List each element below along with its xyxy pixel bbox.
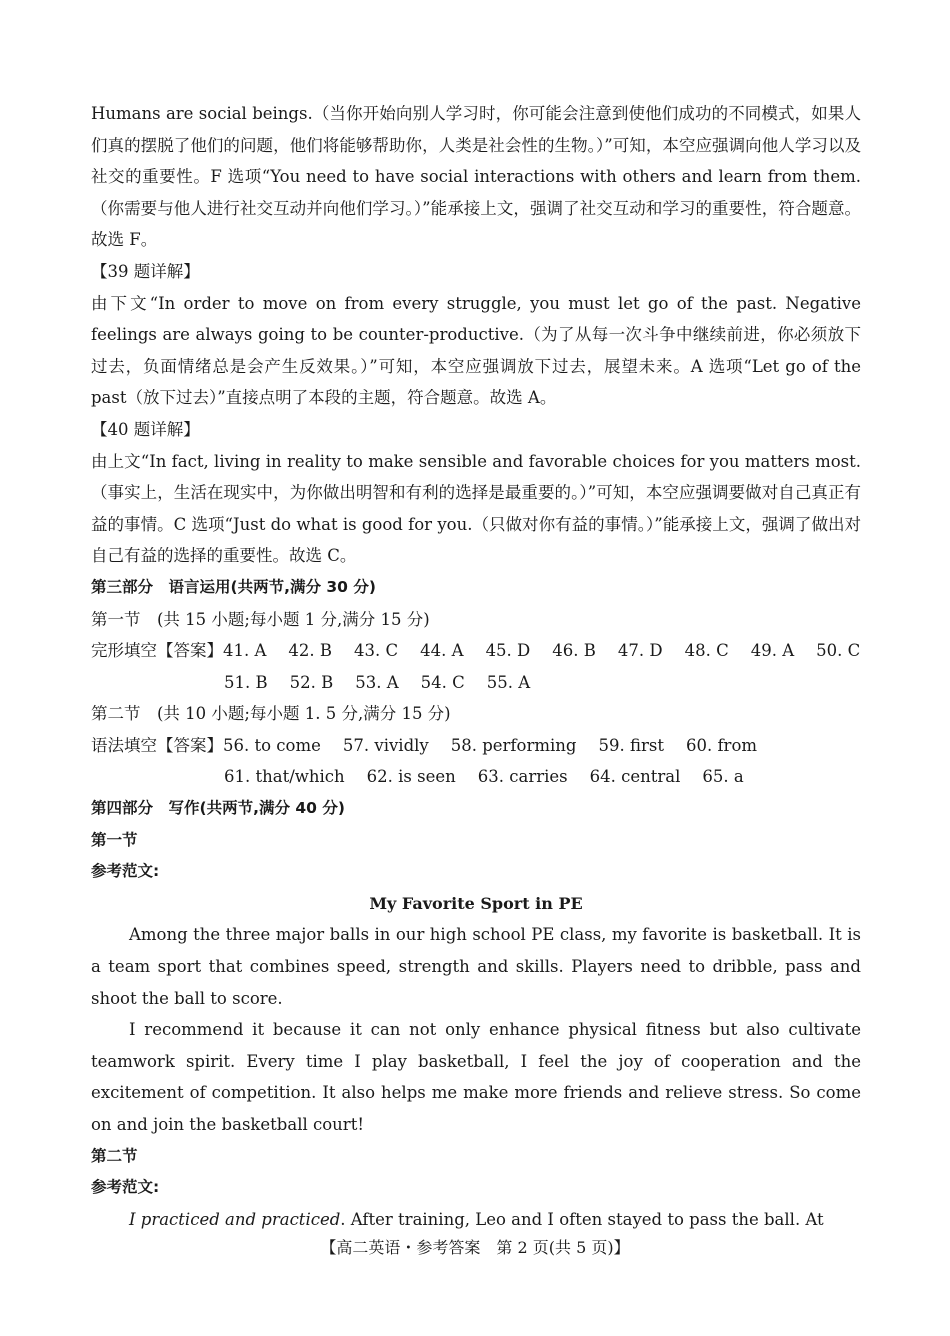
grammar-answer: 64. central xyxy=(589,767,681,787)
essay-title: My Favorite Sport in PE xyxy=(369,893,583,913)
grammar-answer: 65. a xyxy=(702,767,744,787)
grammar-answer: 56. to come xyxy=(223,735,321,755)
essay2-italic-phrase: I practiced and practiced xyxy=(129,1209,341,1229)
cloze-answer: 53. A xyxy=(355,672,399,692)
grammar-answer: 60. from xyxy=(685,735,758,755)
essay-paragraph-1: Among the three major balls in our high school PE class, my favorite is basketball. It is a team sport that combines speed, strength and skills. Players need to dribble, pass and shoot the ball to score. xyxy=(91,925,861,1008)
sample-essay-label-2: 参考范文: xyxy=(91,1178,160,1197)
grammar-answer: 63. carries xyxy=(477,767,568,787)
q38-explanation-tail: Humans are social beings.（当你开始向别人学习时，你可能会注意到使他们成功的不同模式，如果人们真的摆脱了他们的问题，他们将能够帮助你，人类是社会性的生物。）”可知，本空应强调向他人学习以及社交的重要性。F 选项“You need to have social interactions with others and learn from them.（你需要与他人进行社交互动并向他们学习。）”能承接上文，强调了社交互动和学习的重要性，符合题意。故选 F。 xyxy=(91,104,861,250)
cloze-answer: 43. C xyxy=(354,641,399,661)
cloze-answer: 46. B xyxy=(552,641,596,661)
part4-section1: 第一节 xyxy=(91,830,138,849)
cloze-answers-row1 xyxy=(91,635,861,667)
cloze-answer: 48. C xyxy=(684,641,729,661)
cloze-label: 完形填空【答案】 xyxy=(91,641,223,661)
grammar-answer: 59. first xyxy=(598,735,664,755)
cloze-answer: 44. A xyxy=(420,641,464,661)
part3-section1: 第一节 (共 15 小题;每小题 1 分,满分 15 分) xyxy=(91,609,430,629)
cloze-answer: 54. C xyxy=(420,672,465,692)
grammar-label: 语法填空【答案】 xyxy=(91,735,223,755)
cloze-answer: 42. B xyxy=(288,641,333,661)
grammar-answer: 57. vividly xyxy=(342,735,429,755)
q39-heading: 【39 题详解】 xyxy=(91,261,200,281)
cloze-answer: 51. B xyxy=(224,672,268,692)
part3-title: 第三部分 语言运用(共两节,满分 30 分) xyxy=(91,577,376,596)
cloze-answers-row2 xyxy=(91,667,861,699)
part4-title: 第四部分 写作(共两节,满分 40 分) xyxy=(91,799,345,818)
cloze-answer: 52. B xyxy=(289,672,334,692)
grammar-answer: 62. is seen xyxy=(366,767,456,787)
essay-paragraph-2: I recommend it because it can not only enhance physical fitness but also cultivate teamwork spirit. Every time I play basketball, I feel the joy of cooperation and the excitement of competition. It also helps me make more friends and relieve stress. So come on and join the basketball court! xyxy=(91,1020,861,1134)
cloze-answer: 55. A xyxy=(486,672,531,692)
cloze-answer: 41. A xyxy=(223,641,267,661)
essay2-text: . After training, Leo and I often stayed to pass the ball. At xyxy=(340,1209,824,1229)
part3-section2: 第二节 (共 10 小题;每小题 1. 5 分,满分 15 分) xyxy=(91,704,451,724)
sample-essay-label: 参考范文: xyxy=(91,862,160,881)
q40-explanation: 由上文“In fact, living in reality to make sensible and favorable choices for you matters most.（事实上，生活在现实中，为你做出明智和有利的选择是最重要的。）”可知，本空应强调要做对自己真正有益的事情。C 选项“Just do what is good for you.（只做对你有益的事情。）”能承接上文，强调了做出对自己有益的选择的重要性。故选 C。 xyxy=(91,451,861,566)
part4-section2: 第二节 xyxy=(91,1146,138,1165)
grammar-answer: 61. that/which xyxy=(224,767,345,787)
answer-page xyxy=(91,98,861,1235)
page-footer: 【高二英语・参考答案 第 2 页(共 5 页)】 xyxy=(320,1238,630,1257)
essay2-paragraph-1 xyxy=(91,1204,861,1236)
grammar-answer: 58. performing xyxy=(450,735,577,755)
grammar-answers-row2 xyxy=(91,761,861,793)
q40-heading: 【40 题详解】 xyxy=(91,419,200,439)
cloze-answer: 50. C xyxy=(816,641,861,661)
grammar-answers-row1 xyxy=(91,730,861,762)
cloze-answer: 49. A xyxy=(750,641,795,661)
cloze-answer: 45. D xyxy=(485,641,531,661)
q39-explanation: 由下文“In order to move on from every struggle, you must let go of the past. Negative feelings are always going to be counter-productive.（为了从每一次斗争中继续前进，你必须放下过去，负面情绪总是会产生反效果。）”可知，本空应强调放下过去，展望未来。A 选项“Let go of the past（放下过去）”直接点明了本段的主题，符合题意。故选 A。 xyxy=(91,293,861,408)
cloze-answer: 47. D xyxy=(617,641,663,661)
